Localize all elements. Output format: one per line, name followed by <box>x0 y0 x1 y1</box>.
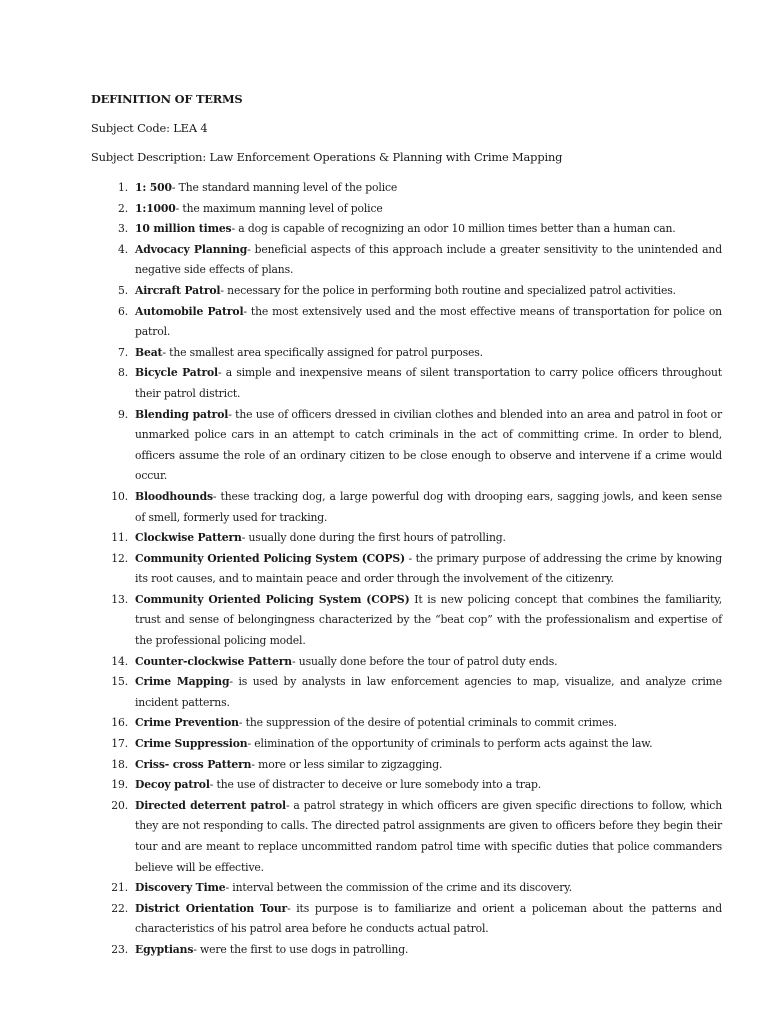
term-number: 22. <box>111 901 128 915</box>
term-item <box>108 178 722 199</box>
term-definition: - interval between the commission of the crime and its discovery. <box>225 881 573 895</box>
term-number: 10. <box>111 489 128 503</box>
term-title: Beat <box>135 345 163 359</box>
term-item <box>108 199 722 220</box>
term-number: 2. <box>117 201 128 215</box>
term-item <box>108 302 722 343</box>
term-title: Advocacy Planning <box>135 242 248 256</box>
term-title: Community Oriented Policing System (COPS) <box>135 592 410 606</box>
term-title: District Orientation Tour <box>135 901 288 915</box>
term-number: 6. <box>117 304 128 318</box>
term-title: Counter-clockwise Pattern <box>135 654 293 668</box>
term-title: Clockwise Pattern <box>135 531 242 545</box>
term-item <box>108 899 722 940</box>
term-definition: - these tracking dog, a large powerful dog with drooping ears, sagging jowls, and keen sense of smell, formerly used for tracking. <box>135 489 722 524</box>
term-number: 5. <box>117 283 128 297</box>
term-definition: - the suppression of the desire of potential criminals to commit crimes. <box>238 716 617 730</box>
subject-description: Subject Description: Law Enforcement Operations & Planning with Crime Mapping <box>91 150 563 164</box>
term-definition: - the use of officers dressed in civilian clothes and blended into an area and patrol in foot or unmarked police cars in an attempt to catch criminals in the act of committing crime. In order to blend, officers assume the role of an ordinary citizen to be close enough to observe and intervene if a crime would occur. <box>135 407 722 483</box>
term-definition: - were the first to use dogs in patrolling. <box>193 942 409 956</box>
term-number: 14. <box>111 654 128 668</box>
term-title: Egyptians <box>135 942 194 956</box>
term-number: 17. <box>111 737 128 751</box>
term-title: Decoy patrol <box>135 778 210 792</box>
term-number: 1. <box>117 181 128 194</box>
term-title: Aircraft Patrol <box>135 283 221 297</box>
term-number: 15. <box>111 675 128 689</box>
term-definition: - The standard manning level of the police <box>171 181 398 194</box>
term-definition: - more or less similar to zigzagging. <box>251 757 443 771</box>
term-number: 16. <box>111 716 128 730</box>
term-definition: - the smallest area specifically assigned for patrol purposes. <box>162 345 483 359</box>
term-definition: - its purpose is to familiarize and orient a policeman about the patterns and characteristics of his patrol area before he conducts actual patrol. <box>135 901 722 936</box>
term-definition: - usually done during the first hours of patrolling. <box>241 531 506 545</box>
term-item <box>108 755 722 776</box>
term-title: Discovery Time <box>135 881 226 895</box>
term-title: 10 million times <box>135 222 232 236</box>
term-title: Bicycle Patrol <box>135 366 219 380</box>
term-item <box>108 713 722 734</box>
term-title: Crime Suppression <box>135 737 248 751</box>
term-number: 20. <box>111 798 128 812</box>
term-number: 23. <box>111 942 128 956</box>
term-item <box>108 734 722 755</box>
term-number: 12. <box>111 551 128 565</box>
term-definition: - the use of distracter to deceive or lure somebody into a trap. <box>209 778 542 792</box>
term-item <box>108 281 722 302</box>
term-item <box>108 775 722 796</box>
term-definition: - necessary for the police in performing both routine and specialized patrol activities. <box>220 283 676 297</box>
term-number: 18. <box>111 757 128 771</box>
term-number: 7. <box>117 345 128 359</box>
term-definition: - a patrol strategy in which officers are given specific directions to follow, which they are not responding to calls. The directed patrol assignments are given to officers before they begin their tour and are meant to replace uncommitted random patrol time with specific duties that police commanders believe will be effective. <box>135 798 722 874</box>
document-heading: DEFINITION OF TERMS <box>91 92 243 106</box>
term-definition: - the maximum manning level of police <box>175 201 383 215</box>
term-definition: It is new policing concept that combines the familiarity, trust and sense of belongingness characterized by the “beat cop” with the professionalism and expertise of the professional policing model. <box>135 592 723 648</box>
term-item <box>108 219 722 240</box>
term-number: 11. <box>111 531 128 545</box>
term-definition: - beneficial aspects of this approach include a greater sensitivity to the unintended and negative side effects of plans. <box>135 242 722 277</box>
term-title: 1:1000 <box>135 201 176 215</box>
term-definition: - elimination of the opportunity of criminals to perform acts against the law. <box>247 737 653 751</box>
term-item <box>108 363 722 404</box>
terms-list <box>108 178 722 961</box>
term-title: Community Oriented Policing System (COPS) <box>135 551 405 565</box>
term-title: Bloodhounds <box>135 489 213 503</box>
term-title: Criss- cross Pattern <box>135 757 252 771</box>
term-number: 21. <box>111 881 128 895</box>
term-item <box>108 549 722 590</box>
term-number: 8. <box>117 366 128 380</box>
term-definition: - a simple and inexpensive means of silent transportation to carry police officers throughout their patrol district. <box>135 366 722 400</box>
term-definition: - a dog is capable of recognizing an odor 10 million times better than a human can. <box>231 222 676 236</box>
term-title: Directed deterrent patrol <box>135 798 286 812</box>
term-number: 19. <box>111 778 128 792</box>
term-item <box>108 405 722 487</box>
term-title: Crime Prevention <box>135 716 239 730</box>
subject-code: Subject Code: LEA 4 <box>91 121 208 135</box>
term-title: Crime Mapping <box>135 675 230 689</box>
term-item <box>108 940 722 961</box>
term-item <box>108 652 722 673</box>
term-number: 9. <box>117 407 128 421</box>
term-title: Automobile Patrol <box>135 304 244 318</box>
term-item <box>108 590 722 652</box>
term-title: 1: 500 <box>135 181 172 194</box>
term-title: Blending patrol <box>135 407 229 421</box>
term-item <box>108 240 722 281</box>
term-number: 4. <box>117 242 128 256</box>
term-item <box>108 878 722 899</box>
term-item <box>108 672 722 713</box>
term-item <box>108 487 722 528</box>
term-item <box>108 796 722 878</box>
term-number: 3. <box>117 222 128 236</box>
term-definition: - usually done before the tour of patrol duty ends. <box>292 654 558 668</box>
term-item <box>108 528 722 549</box>
term-definition: - the primary purpose of addressing the crime by knowing its root causes, and to maintain peace and order through the involvement of the citizenry. <box>135 551 722 586</box>
term-item <box>108 343 722 364</box>
term-definition: - the most extensively used and the most effective means of transportation for police on patrol. <box>135 304 722 339</box>
term-definition: - is used by analysts in law enforcement agencies to map, visualize, and analyze crime incident patterns. <box>135 675 722 709</box>
term-number: 13. <box>111 592 128 606</box>
